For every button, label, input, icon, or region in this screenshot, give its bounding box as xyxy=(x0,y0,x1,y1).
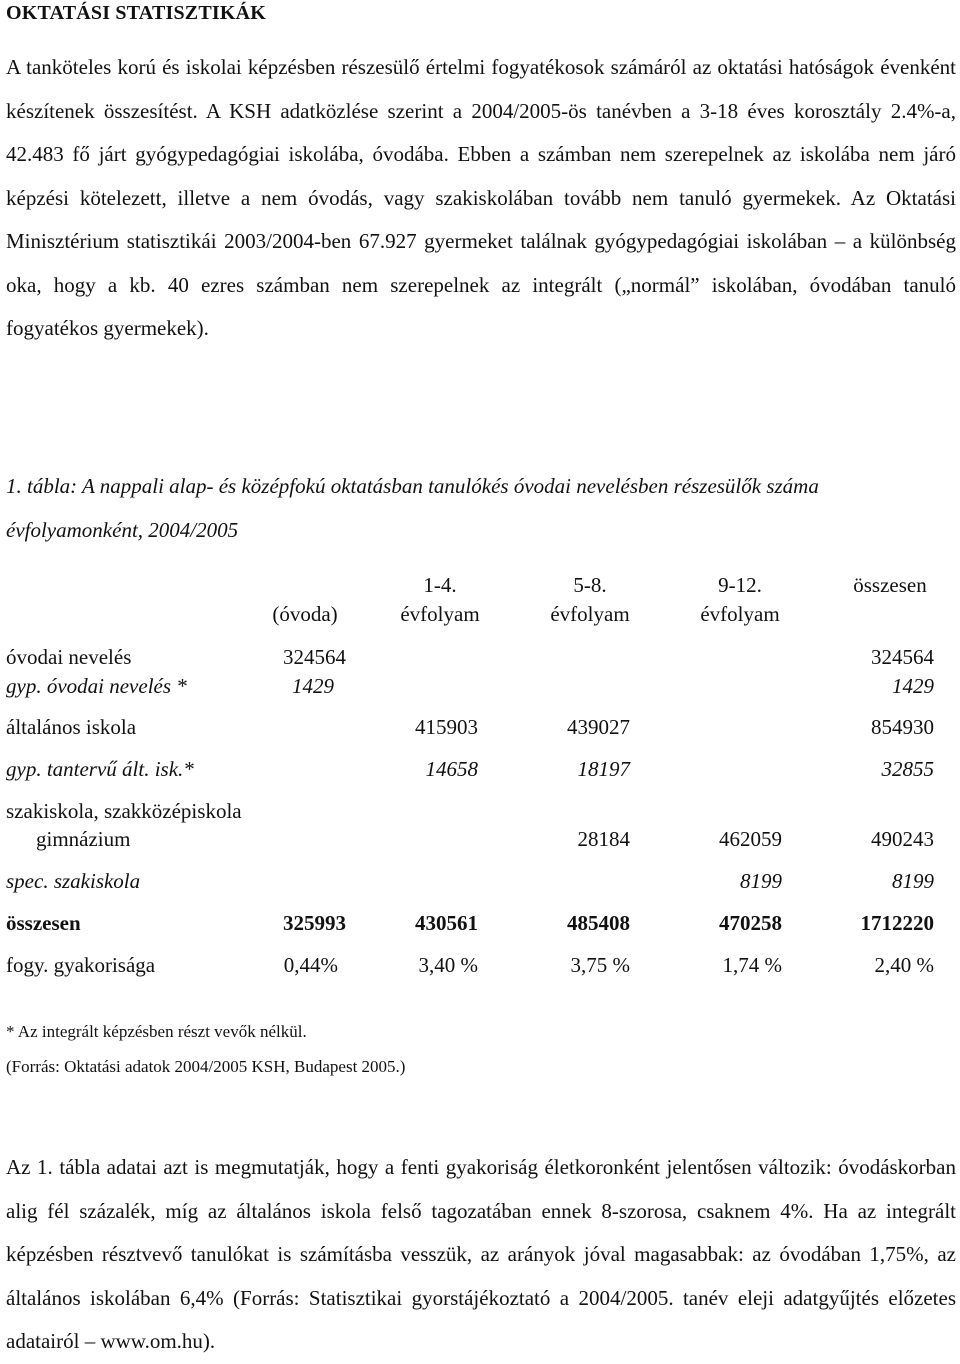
cell-total: 854930 xyxy=(871,715,934,739)
cell-grade-1-4: 430561 xyxy=(415,911,478,935)
cell-total: 2,40 % xyxy=(874,953,934,977)
cell-grade-5-8: 3,75 % xyxy=(570,953,630,977)
cell-total: 32855 xyxy=(881,757,934,781)
row-label: szakiskola, szakközépiskola xyxy=(6,799,242,823)
row-label: fogy. gyakorisága xyxy=(6,953,156,977)
header-ovoda: (óvoda) xyxy=(272,602,338,626)
row-label: spec. szakiskola xyxy=(6,869,141,893)
header-grade-5-8: 5-8. xyxy=(573,573,607,597)
cell-ovoda: 0,44% xyxy=(283,953,338,977)
row-label: óvodai nevelés xyxy=(6,645,132,669)
header-grade-1-4-sub: évfolyam xyxy=(400,602,480,626)
cell-total: 324564 xyxy=(871,645,934,669)
cell-grade-5-8: 18197 xyxy=(577,757,630,781)
cell-grade-5-8: 28184 xyxy=(577,827,630,851)
intro-paragraph: A tanköteles korú és iskolai képzésben részesülő értelmi fogyatékosok számáról az oktatási hatóságok évenként készítenek összesítést. A KSH adatközlése szerint a 2004/2005-ös tanévben a 3-18 éves korosztály 2.4%-a, 42.483 fő járt gyógypedagógiai iskolába, óvodába. Ebben a számban nem szerepelnek az iskolába nem járó képzési kötelezett, illetve a nem óvodás, vagy szakiskolában tovább nem tanuló gyermekek. Az Oktatási Minisztérium statisztikái 2003/2004-ben 67.927 gyermeket találnak gyógypedagógiai iskolában – a különbség oka, hogy a kb. 40 ezres számban nem szerepelnek az integrált („normál” iskolában, óvodában tanuló fogyatékos gyermekek). xyxy=(6,55,956,340)
cell-ovoda: 1429 xyxy=(292,674,334,698)
cell-grade-5-8: 485408 xyxy=(567,911,630,935)
table-caption: 1. tábla: A nappali alap- és középfokú oktatásban tanulókés óvodai nevelésben részesülők száma évfolyamonként, 2004/2005 xyxy=(6,474,819,542)
cell-total: 490243 xyxy=(871,827,934,851)
cell-grade-1-4: 3,40 % xyxy=(418,953,478,977)
cell-grade-9-12: 1,74 % xyxy=(722,953,782,977)
cell-ovoda: 324564 xyxy=(283,645,346,669)
header-grade-9-12-sub: évfolyam xyxy=(700,602,780,626)
table-source: (Forrás: Oktatási adatok 2004/2005 KSH, Budapest 2005.) xyxy=(6,1057,406,1076)
header-grade-5-8-sub: évfolyam xyxy=(550,602,630,626)
header-total: összesen xyxy=(853,573,927,597)
table-footnote: * Az integrált képzésben részt vevők nélkül. xyxy=(6,1022,307,1041)
cell-grade-9-12: 470258 xyxy=(719,911,782,935)
cell-ovoda: 325993 xyxy=(283,911,346,935)
cell-grade-1-4: 14658 xyxy=(425,757,478,781)
analysis-paragraph: Az 1. tábla adatai azt is megmutatják, hogy a fenti gyakoriság életkoronként jelentősen változik: óvodáskorban alig fél százalék, míg az általános iskola felső tagozatában ennek 8-szorosa, csaknem 4%. Ha az integrált képzésben résztvevő tanulókat is számításba vesszük, az arányok jóval magasabbak: az óvodában 1,75%, az általános iskolában 6,4% (Forrás: Statisztikai gyorstájékoztató a 2004/2005. tanév eleji adatgyűjtés előzetes adatairól – www.om.hu). xyxy=(6,1155,956,1353)
cell-grade-9-12: 462059 xyxy=(719,827,782,851)
cell-grade-1-4: 415903 xyxy=(415,715,478,739)
header-grade-9-12: 9-12. xyxy=(718,573,762,597)
cell-grade-9-12: 8199 xyxy=(740,869,782,893)
section-heading: OKTATÁSI STATISZTIKÁK xyxy=(6,2,267,24)
row-label-total: összesen xyxy=(6,911,81,935)
header-grade-1-4: 1-4. xyxy=(423,573,457,597)
cell-total: 1712220 xyxy=(860,911,934,935)
row-label: gyp. óvodai nevelés * xyxy=(6,674,187,698)
cell-total: 1429 xyxy=(892,674,934,698)
cell-grade-5-8: 439027 xyxy=(567,715,630,739)
row-label-continued: gimnázium xyxy=(36,827,131,851)
row-label: általános iskola xyxy=(6,715,137,739)
cell-total: 8199 xyxy=(892,869,934,893)
row-label: gyp. tantervű ált. isk.* xyxy=(6,757,194,781)
